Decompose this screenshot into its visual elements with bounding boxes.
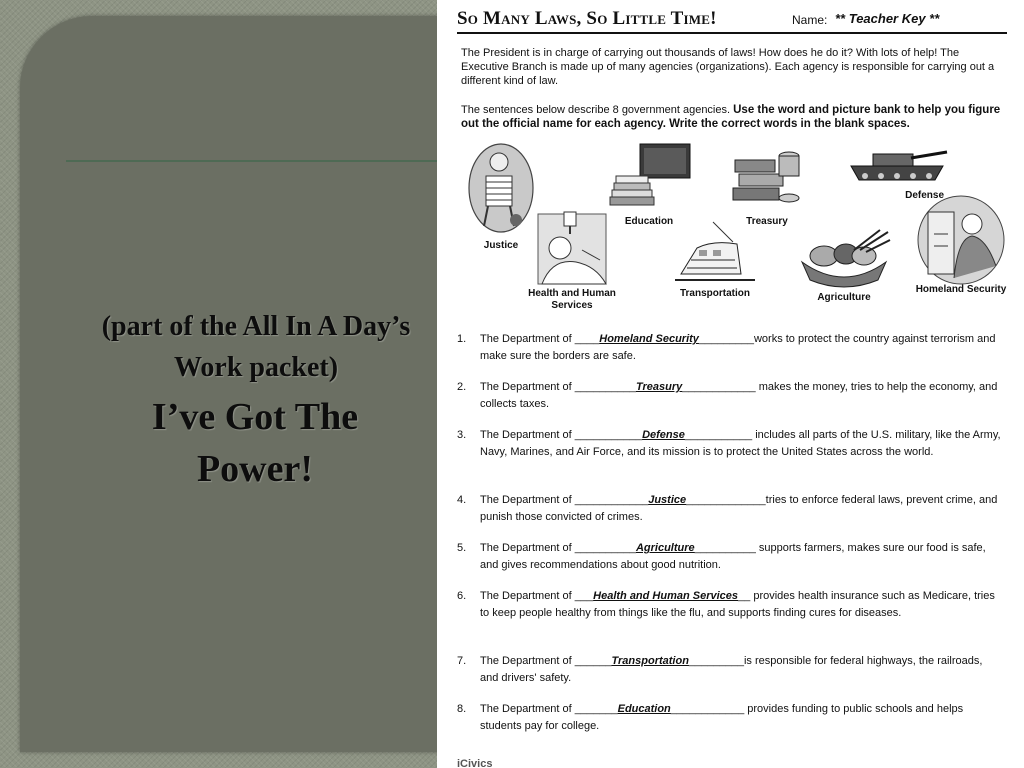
instructions-bold: Use the word and picture bank to help you figure out the official name for each agency. Write the correct words in the blank spaces. <box>461 104 1001 130</box>
agriculture-icon <box>794 226 894 288</box>
instructions <box>461 103 1001 131</box>
question-number: 3. <box>457 429 467 441</box>
bank-label: Agriculture <box>817 292 871 303</box>
blank: __________ <box>694 542 756 554</box>
question-prefix: The Department of <box>480 333 572 345</box>
blank: ___ <box>574 590 594 602</box>
question-number: 2. <box>457 381 467 393</box>
worksheet-header <box>457 8 1007 34</box>
bank-label: Defense <box>905 190 944 201</box>
bank-item-homeland-security <box>911 194 1011 296</box>
blank: ____________ <box>670 703 745 715</box>
blank: __________ <box>574 542 636 554</box>
blank: __ <box>738 590 751 602</box>
worksheet-footer: iCivics <box>457 758 493 768</box>
question-3 <box>457 427 1003 461</box>
bank-item-agriculture <box>789 226 899 304</box>
defense-icon <box>845 140 949 188</box>
question-number: 8. <box>457 703 467 715</box>
answer-text: Defense <box>642 429 685 441</box>
education-icon <box>604 140 694 212</box>
blank: ___________ <box>684 429 753 441</box>
question-8 <box>457 701 1003 735</box>
answer-text: Treasury <box>635 381 683 393</box>
answer-text: Education <box>617 703 671 715</box>
answer-text: Health and Human Services <box>593 590 739 602</box>
question-7 <box>457 653 1003 687</box>
intro-text: The President is in charge of carrying out thousands of laws! How does he do it? With lots of help! The Executive Branch is made up of many agencies (organizations). Each agency is responsible for carrying out a different kind of law. <box>461 47 995 87</box>
question-prefix: The Department of <box>480 590 572 602</box>
bank-item-treasury <box>717 146 817 228</box>
slide-title: I’ve Got The Power! <box>151 396 359 490</box>
instructions-plain: The sentences below describe 8 government agencies. <box>461 104 731 116</box>
blank: _________ <box>688 655 744 667</box>
treasury-icon <box>731 146 803 214</box>
question-number: 5. <box>457 542 467 554</box>
question-number: 4. <box>457 494 467 506</box>
homeland-security-icon <box>916 194 1006 286</box>
bank-item-health <box>517 210 627 312</box>
blank: ___________ <box>574 429 643 441</box>
blank: ____________ <box>574 494 649 506</box>
answer-text: Homeland Security <box>599 333 699 345</box>
question-suffix: supports farmers, makes sure our food is safe, and gives recommendations about good nutrition. <box>480 542 986 571</box>
question-suffix: includes all parts of the U.S. military, like the Army, Navy, Marines, and Air Force, and its mission is to protect the United States across the world. <box>480 429 1001 458</box>
blank: __________ <box>574 381 636 393</box>
transportation-icon <box>673 220 757 284</box>
blank: _______ <box>574 703 618 715</box>
question-number: 6. <box>457 590 467 602</box>
question-number: 7. <box>457 655 467 667</box>
blank: ______ <box>574 655 612 667</box>
question-1 <box>457 331 1003 365</box>
worksheet-title: So Many Laws, So Little Time! <box>457 8 717 29</box>
bank-item-defense <box>842 140 952 202</box>
question-number: 1. <box>457 333 467 345</box>
question-2 <box>457 379 1003 413</box>
question-suffix: works to protect the country against terrorism and make sure the borders are safe. <box>480 333 996 362</box>
question-suffix: provides funding to public schools and helps students pay for college. <box>480 703 964 732</box>
worksheet <box>437 0 1024 768</box>
question-prefix: The Department of <box>480 542 572 554</box>
blank: ____________ <box>682 381 756 393</box>
bank-label: Homeland Security <box>915 284 1007 295</box>
bank-label: Health and Human Services <box>528 288 616 311</box>
question-5 <box>457 540 1003 574</box>
question-prefix: The Department of <box>480 381 572 393</box>
question-prefix: The Department of <box>480 703 572 715</box>
name-value: ** Teacher Key ** <box>835 11 940 26</box>
question-6 <box>457 588 1003 622</box>
question-suffix: provides health insurance such as Medicare, tries to keep people healthy from things like the flu, and supports finding cures for diseases. <box>480 590 995 619</box>
answer-text: Agriculture <box>635 542 695 554</box>
question-prefix: The Department of <box>480 429 572 441</box>
bank-label: Justice <box>483 240 519 251</box>
bank-label: Education <box>624 216 674 227</box>
bank-label: Transportation <box>679 288 750 299</box>
question-prefix: The Department of <box>480 494 572 506</box>
bank-label: Treasury <box>746 216 788 227</box>
blank: ____ <box>574 333 600 345</box>
bank-item-transportation <box>661 220 769 300</box>
question-suffix: makes the money, tries to help the economy, and collects taxes. <box>480 381 998 410</box>
health-icon <box>532 210 612 286</box>
blank: _____________ <box>686 494 766 506</box>
title-rule <box>66 160 438 162</box>
question-suffix: is responsible for federal highways, the railroads, and drivers' safety. <box>480 655 983 684</box>
question-prefix: The Department of <box>480 655 572 667</box>
answer-text: Transportation <box>611 655 689 667</box>
question-4 <box>457 492 1003 526</box>
name-label: Name: <box>792 13 828 27</box>
answer-text: Justice <box>648 494 687 506</box>
blank: _________ <box>698 333 754 345</box>
slide-subtitle: (part of the All In A Day’s Work packet) <box>101 311 411 383</box>
question-suffix: tries to enforce federal laws, prevent crime, and punish those convicted of crimes. <box>480 494 998 523</box>
